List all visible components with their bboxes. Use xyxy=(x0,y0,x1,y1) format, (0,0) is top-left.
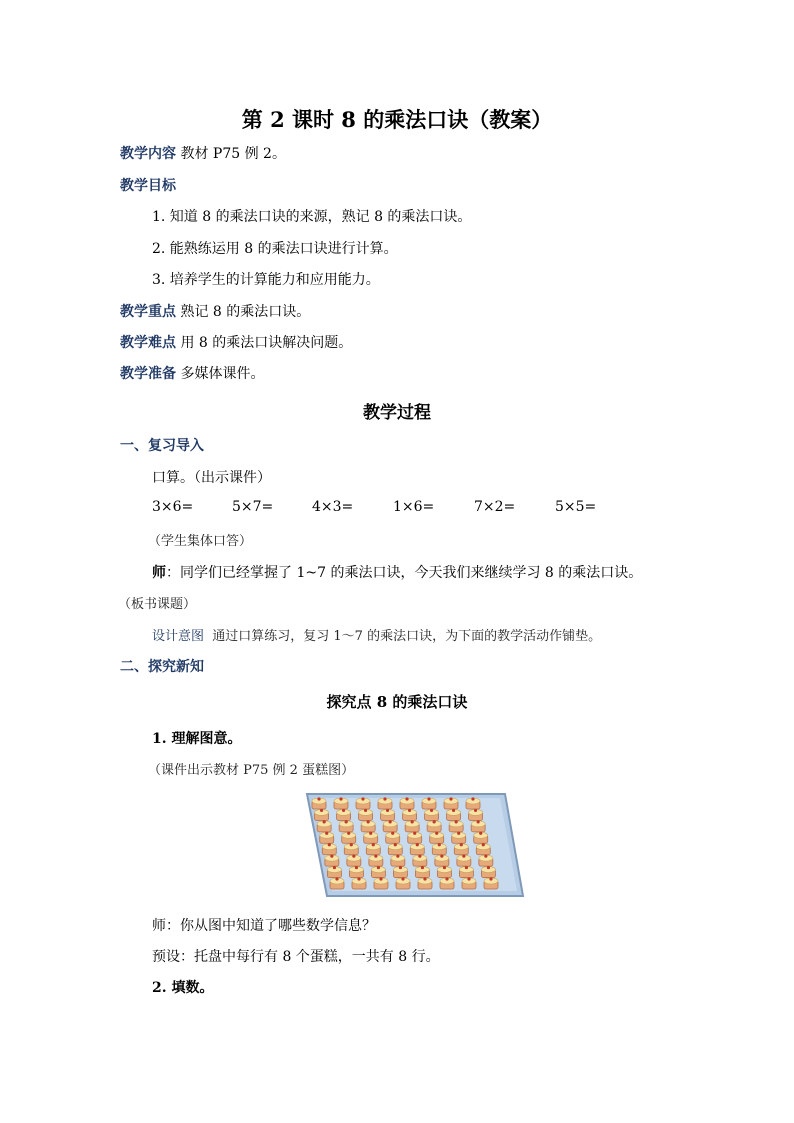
cake-icon xyxy=(471,820,485,832)
cake-icon xyxy=(378,797,392,809)
cake-icon xyxy=(330,877,344,889)
cake-icon xyxy=(403,809,417,821)
cake-icon xyxy=(349,866,363,878)
cake-icon xyxy=(432,843,446,855)
teaching-content-label: 教学内容 xyxy=(120,146,176,162)
cake-icon xyxy=(347,855,361,867)
cake-icon xyxy=(418,877,432,889)
cake-icon xyxy=(366,843,380,855)
teaching-goals-label: 教学目标 xyxy=(120,178,176,194)
cake-icon xyxy=(440,877,454,889)
cake-icon xyxy=(449,820,463,832)
page-title: 第 2 课时 8 的乘法口诀（教案） xyxy=(241,107,553,132)
cake-icon xyxy=(425,809,439,821)
cake-icon xyxy=(342,832,356,844)
cake-icon xyxy=(474,832,488,844)
calc-item: 3×6= xyxy=(152,499,194,515)
cake-icon xyxy=(369,855,383,867)
cake-icon xyxy=(447,809,461,821)
board-note: （板书课题） xyxy=(118,597,197,612)
teaching-difficulty xyxy=(120,332,352,352)
teaching-prep-text: 多媒体课件。 xyxy=(180,366,265,382)
cake-icon xyxy=(430,832,444,844)
cake-icon xyxy=(457,855,471,867)
design-intent-text: 通过口算练习，复习 1～7 的乘法口诀，为下面的教学活动作铺垫。 xyxy=(212,629,602,644)
process-heading: 教学过程 xyxy=(363,403,431,423)
preset-answer: 预设：托盘中每行有 8 个蛋糕，一共有 8 行。 xyxy=(152,949,440,965)
cake-icon xyxy=(317,820,331,832)
calc-item: 1×6= xyxy=(393,499,435,515)
oral-calc-intro: 口算。（出示课件） xyxy=(152,470,271,486)
cake-icon xyxy=(466,797,480,809)
teacher-label: 师 xyxy=(152,565,166,581)
cake-icon xyxy=(484,877,498,889)
teaching-difficulty-label: 教学难点 xyxy=(120,335,176,351)
section-2-heading: 二、探究新知 xyxy=(120,659,204,675)
cake-icon xyxy=(383,820,397,832)
cake-icon xyxy=(337,809,351,821)
exploration-point-heading: 探究点 8 的乘法口诀 xyxy=(326,693,468,711)
cake-icon xyxy=(396,877,410,889)
cake-icon xyxy=(364,832,378,844)
cake-icon xyxy=(320,832,334,844)
calc-item: 5×7= xyxy=(232,499,274,515)
teaching-key-label: 教学重点 xyxy=(120,304,176,320)
cake-icon xyxy=(322,843,336,855)
cake-tray-illustration xyxy=(305,790,525,900)
cake-icon xyxy=(410,843,424,855)
cake-icon xyxy=(476,843,490,855)
cake-icon xyxy=(381,809,395,821)
design-intent-label: 设计意图 xyxy=(152,629,205,644)
design-intent xyxy=(152,625,601,644)
teaching-difficulty-text: 用 8 的乘法口诀解决问题。 xyxy=(180,335,353,351)
cake-icon xyxy=(437,866,451,878)
goal-item-2: 2. 能熟练运用 8 的乘法口诀进行计算。 xyxy=(152,241,398,257)
student-response: （学生集体口答） xyxy=(148,534,253,549)
goal-item-1: 1. 知道 8 的乘法口诀的来源，熟记 8 的乘法口诀。 xyxy=(152,209,472,225)
teaching-prep xyxy=(120,363,264,383)
teaching-key xyxy=(120,301,310,321)
cake-icon xyxy=(361,820,375,832)
cake-icon xyxy=(422,797,436,809)
calc-item: 5×5= xyxy=(555,499,597,515)
teacher-intro xyxy=(152,562,642,582)
cake-icon xyxy=(393,866,407,878)
cake-icon xyxy=(454,843,468,855)
cake-icon xyxy=(339,820,353,832)
cake-icon xyxy=(469,809,483,821)
cake-icon xyxy=(374,877,388,889)
teacher-text: ：同学们已经掌握了 1~7 的乘法口诀，今天我们来继续学习 8 的乘法口诀。 xyxy=(166,565,643,581)
cake-icon xyxy=(359,809,373,821)
cake-icon xyxy=(352,877,366,889)
teaching-key-text: 熟记 8 的乘法口诀。 xyxy=(180,304,311,320)
calc-item: 7×2= xyxy=(474,499,516,515)
cake-icon xyxy=(391,855,405,867)
cake-icon xyxy=(312,797,326,809)
section-1-heading: 一、复习导入 xyxy=(120,438,204,454)
teaching-content-text: 教材 P75 例 2。 xyxy=(180,146,286,162)
cake-icon xyxy=(479,855,493,867)
cake-icon xyxy=(388,843,402,855)
cake-icon xyxy=(356,797,370,809)
teaching-prep-label: 教学准备 xyxy=(120,366,176,382)
step-1-heading: 1. 理解图意。 xyxy=(152,731,242,747)
goal-item-3: 3. 培养学生的计算能力和应用能力。 xyxy=(152,272,380,288)
courseware-note: （课件出示教材 P75 例 2 蛋糕图） xyxy=(148,763,355,778)
calc-item: 4×3= xyxy=(312,499,354,515)
cake-icon xyxy=(427,820,441,832)
cake-icon xyxy=(452,832,466,844)
cake-icon xyxy=(444,797,458,809)
cake-icon xyxy=(327,866,341,878)
cake-icon xyxy=(344,843,358,855)
cake-icon xyxy=(325,855,339,867)
teaching-content xyxy=(120,143,286,163)
cake-icon xyxy=(459,866,473,878)
cake-icon xyxy=(315,809,329,821)
teacher-question: 师：你从图中知道了哪些数学信息？ xyxy=(152,918,376,934)
cake-icon xyxy=(481,866,495,878)
cake-icon xyxy=(386,832,400,844)
cake-icon xyxy=(408,832,422,844)
cake-icon xyxy=(400,797,414,809)
cake-icon xyxy=(415,866,429,878)
cake-icon xyxy=(413,855,427,867)
cake-icon xyxy=(334,797,348,809)
cake-icon xyxy=(371,866,385,878)
step-2-heading: 2. 填数。 xyxy=(152,980,214,996)
cake-icon xyxy=(435,855,449,867)
cake-icon xyxy=(462,877,476,889)
cake-icon xyxy=(405,820,419,832)
